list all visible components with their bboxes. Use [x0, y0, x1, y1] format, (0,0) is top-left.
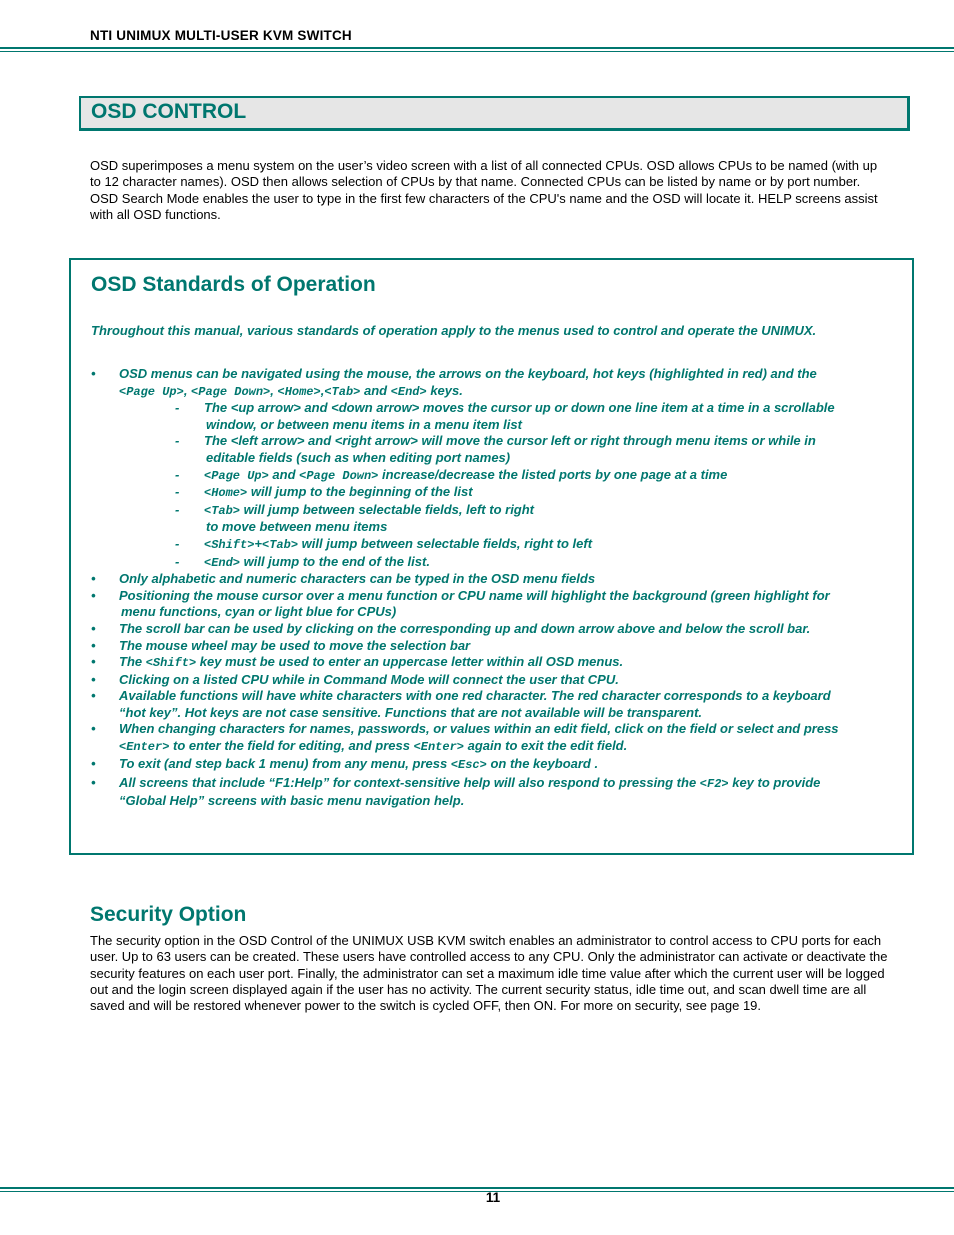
item-text: Clicking on a listed CPU while in Command Mode will connect the user that CPU.	[119, 671, 619, 687]
list-item	[91, 571, 906, 588]
sub-item	[175, 467, 906, 485]
standards-list	[91, 366, 906, 809]
list-item	[91, 621, 906, 638]
item-text: When changing characters for names, passwords, or values within an edit field, click on the field or select and press	[119, 721, 839, 737]
item-text: Positioning the mouse cursor over a menu function or CPU name will highlight the background (green highlight for	[119, 587, 830, 603]
sub-item	[175, 536, 906, 554]
key-label: <Home>	[277, 384, 321, 399]
bullet: •	[91, 366, 96, 381]
dash: -	[175, 553, 180, 569]
item-text: will jump to the end of the list.	[240, 553, 430, 569]
item-text: “hot key”. Hot keys are not case sensitive. Functions that are not available will be transparent.	[119, 704, 703, 720]
item-text: editable fields (such as when editing port names)	[206, 449, 511, 465]
list-item	[91, 688, 906, 721]
list-item	[91, 721, 906, 755]
standards-lead: Throughout this manual, various standards of operation apply to the menus used to control and operate the UNIMUX.	[91, 323, 817, 338]
item-text: key to provide	[728, 775, 821, 791]
key-label: <Home>	[204, 486, 248, 501]
security-paragraph: The security option in the OSD Control of the UNIMUX USB KVM switch enables an administrator to control access to CPU ports for each user. Up to 63 users can be created. These users have controlled access to any CPU. Only the administrator can activate or deactivate the security features on each user port. Finally, the administrator can set a maximum idle time value after which the current user will be logged out and the login screen displayed again if the user has no activity. The current security status, idle time out, and scan dwell time are all saved and will be restored whenever power to the switch is cycled OFF, then ON. For more on security, see page 19.	[90, 933, 888, 1014]
key-label: <Tab>	[204, 503, 241, 518]
item-text: key must be used to enter an uppercase letter within all OSD menus.	[196, 654, 624, 670]
key-label: <Enter>	[119, 740, 170, 755]
bullet: •	[91, 637, 96, 653]
dash: -	[175, 466, 180, 482]
item-text: OSD menus can be navigated using the mouse, the arrows on the keyboard, hot keys (highlighted in red) and the	[119, 366, 817, 381]
item-text: on the keyboard .	[486, 755, 599, 771]
sub-item	[175, 484, 906, 502]
dash: -	[175, 484, 180, 500]
key-label: <End>	[204, 555, 241, 570]
key-label: <Page Down>	[191, 384, 271, 399]
key-label: <Shift>	[204, 537, 255, 552]
bullet: •	[91, 671, 96, 687]
item-text: The	[119, 654, 146, 670]
dash: -	[175, 535, 180, 551]
bullet: •	[91, 755, 96, 771]
item-text: The <up arrow> and <down arrow> moves the cursor up or down one line item at a time in a scrollable	[204, 400, 835, 416]
key-label: <Shift>	[145, 656, 197, 671]
item-text: ,	[320, 382, 325, 398]
bullet: •	[91, 654, 96, 670]
item-text: All screens that include “F1:Help” for context-sensitive help will also respond to pressing the	[119, 775, 700, 791]
bullet: •	[91, 571, 96, 587]
dash: -	[175, 433, 180, 449]
item-text: The <left arrow> and <right arrow> will move the cursor left or right through menu items or while in	[204, 433, 816, 449]
bullet: •	[91, 775, 96, 791]
list-item	[91, 366, 906, 400]
list-item	[91, 588, 906, 621]
key-label: <Enter>	[413, 740, 464, 755]
item-text: to enter the field for editing, and press	[169, 738, 414, 754]
section-title: OSD CONTROL	[91, 100, 247, 123]
item-text: menu functions, cyan or light blue for CPUs)	[121, 604, 397, 620]
security-title: Security Option	[90, 903, 247, 926]
list-item	[91, 672, 906, 689]
item-text: “Global Help” screens with basic menu navigation help.	[119, 792, 465, 808]
item-text: ,	[270, 382, 278, 398]
dash: -	[175, 400, 180, 416]
list-item	[91, 654, 906, 672]
list-item	[91, 775, 906, 809]
key-label: <Page Down>	[299, 468, 379, 483]
item-text: Available functions will have white characters with one red character. The red character corresponds to a keyboard	[119, 688, 831, 704]
standards-box	[69, 258, 914, 855]
header-rule	[0, 47, 954, 52]
key-label: <Page Up>	[204, 468, 269, 483]
item-text: and	[360, 382, 391, 398]
item-text: The scroll bar can be used by clicking on the corresponding up and down arrow above and below the scroll bar.	[119, 620, 811, 636]
sub-item	[175, 554, 906, 572]
bullet: •	[91, 688, 96, 704]
item-text: will jump between selectable fields, left to right	[240, 501, 535, 517]
item-text: window, or between menu items in a menu item list	[206, 416, 522, 432]
key-label: <F2>	[699, 777, 729, 792]
item-text: and	[268, 466, 300, 482]
item-text: Only alphabetic and numeric characters can be typed in the OSD menu fields	[119, 571, 596, 587]
intro-paragraph: OSD superimposes a menu system on the user’s video screen with a list of all connected CPUs. OSD allows CPUs to be named (with up to 12 character names). OSD then allows selection of CPUs by that name. Connected CPUs can be listed by name or by port number. OSD Search Mode enables the user to type in the first few characters of the CPU's name and the OSD will locate it. HELP screens assist with all OSD functions.	[90, 158, 878, 222]
item-text: will jump between selectable fields, right to left	[298, 535, 593, 551]
item-text: increase/decrease the listed ports by one page at a time	[378, 466, 728, 482]
dash: -	[175, 501, 180, 517]
item-text: +	[254, 535, 263, 551]
item-text: to move between menu items	[206, 519, 388, 535]
key-label: <Tab>	[324, 384, 361, 399]
sub-item	[175, 502, 906, 536]
item-text: To exit (and step back 1 menu) from any menu, press	[119, 755, 451, 771]
key-label: <Esc>	[450, 757, 487, 772]
item-text: will jump to the beginning of the list	[247, 484, 473, 500]
standards-title: OSD Standards of Operation	[91, 273, 376, 296]
key-label: <Tab>	[262, 537, 299, 552]
list-item	[91, 756, 906, 774]
item-text: The mouse wheel may be used to move the selection bar	[119, 637, 471, 653]
item-text: ,	[183, 382, 192, 398]
item-text: keys.	[426, 382, 463, 398]
sub-item	[175, 433, 906, 466]
bullet: •	[91, 721, 96, 737]
bullet: •	[91, 620, 96, 636]
key-label: <End>	[390, 384, 427, 399]
sub-item	[175, 400, 906, 433]
bullet: •	[91, 587, 96, 603]
header-title: NTI UNIMUX MULTI-USER KVM SWITCH	[90, 28, 352, 43]
item-text: again to exit the edit field.	[463, 738, 628, 754]
section-heading-box	[79, 96, 910, 131]
list-item	[91, 638, 906, 655]
page-number: 11	[485, 1190, 501, 1205]
key-label: <Page Up>	[119, 384, 184, 399]
